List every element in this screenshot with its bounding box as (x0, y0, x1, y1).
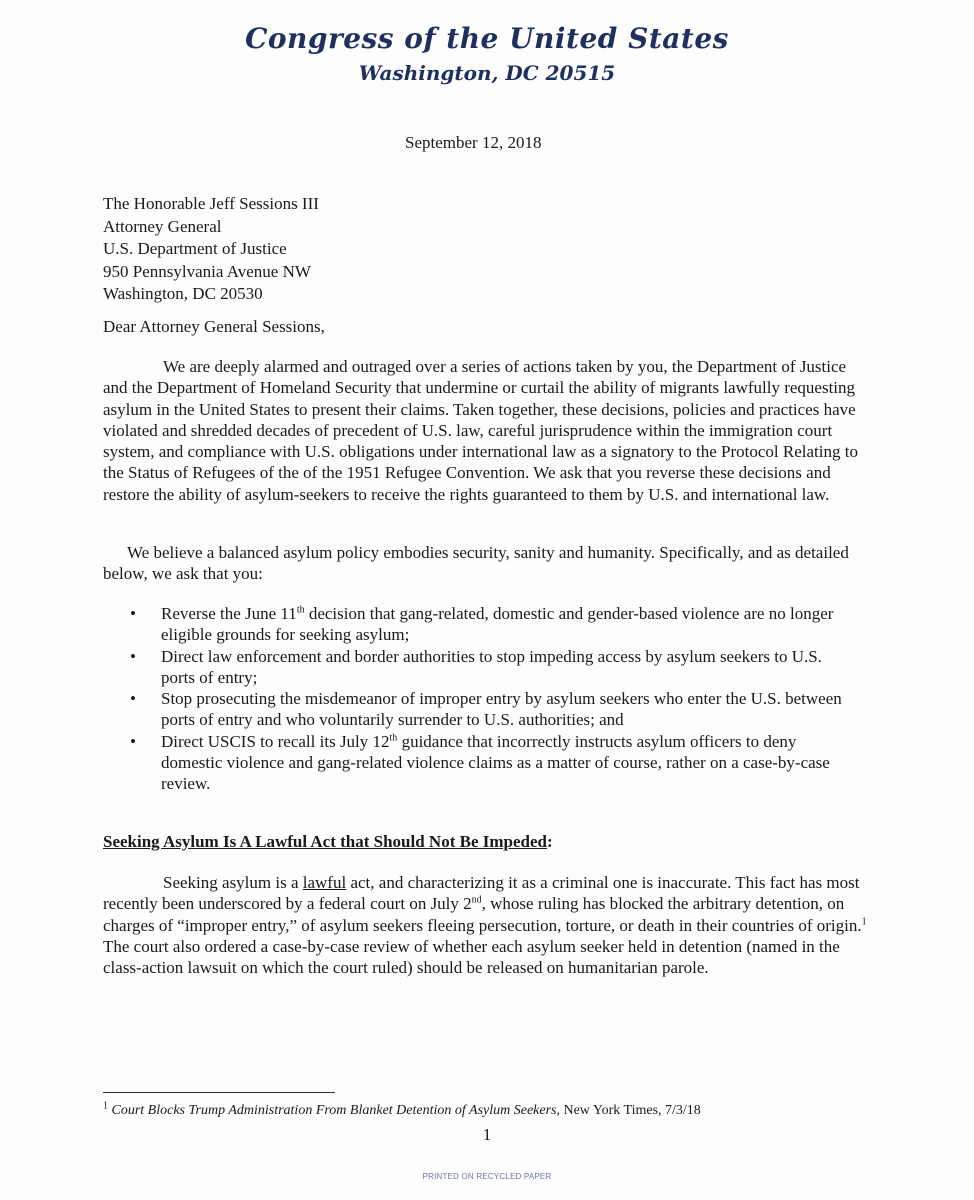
footnote-source: New York Times, 7/3/18 (559, 1103, 701, 1118)
section-heading-colon: : (546, 832, 553, 851)
address-line: U.S. Department of Justice (103, 239, 287, 258)
list-item-text: Reverse the June 11 (161, 604, 297, 623)
body-paragraph-3 (103, 872, 869, 978)
letterhead-subtitle: Washington, DC 20515 (358, 61, 616, 85)
request-list (130, 603, 850, 795)
page-number: 1 (482, 1125, 492, 1144)
letter-date: September 12, 2018 (405, 133, 542, 152)
footnote-number: 1 (103, 1100, 108, 1112)
ordinal-suffix: th (389, 732, 398, 744)
list-item-text: Direct law enforcement and border authorities to stop impeding access by asylum seekers to U.S. ports of entry; (161, 646, 822, 687)
ordinal-suffix: th (296, 604, 305, 616)
footnote-title: Court Blocks Trump Administration From Blanket Detention of Asylum Seekers, (111, 1103, 560, 1118)
list-item (130, 603, 850, 646)
paragraph-text: , whose ruling has blocked the arbitrary detention, on charges of “improper entry,” of asylum seekers fleeing persecution, torture, or death in their countries of origin. (103, 894, 862, 935)
salutation: Dear Attorney General Sessions, (103, 317, 325, 336)
list-item (130, 731, 850, 795)
ordinal-suffix: nd (471, 894, 482, 906)
letterhead (0, 22, 974, 86)
bullet-icon: • (130, 604, 136, 623)
bullet-icon: • (130, 646, 136, 666)
address-line: Attorney General (103, 216, 222, 236)
recycled-paper-label: PRINTED ON RECYCLED PAPER (422, 1172, 552, 1181)
list-item (130, 646, 850, 689)
address-line: Washington, DC 20530 (103, 284, 263, 303)
paragraph-text: The court also ordered a case-by-case review of whether each asylum seeker held in detention (named in the class-action lawsuit on which the court ruled) should be released on humanitarian parole. (103, 936, 840, 978)
list-item-text: guidance that incorrectly instructs asylum officers to deny domestic violence and gang-related violence claims as a matter of course, rather on a case-by-case review. (161, 731, 830, 794)
underlined-word: lawful (302, 873, 347, 892)
body-paragraph-1: We are deeply alarmed and outraged over a series of actions taken by you, the Department of Justice and the Department of Homeland Security that undermine or curtail the ability of migrants lawfully requesting asylum in the United States to present their claims. Taken together, these decisions, policies and practices have violated and shredded decades of precedent of U.S. law, careful jurisprudence within the immigration court system, and compliance with U.S. obligations under international law as a signatory to the Protocol Relating to the Status of Refugees of the of the 1951 Refugee Convention. We ask that you reverse these decisions and restore the ability of asylum-seekers to receive the rights guaranteed to them by U.S. and international law. (103, 357, 858, 504)
letterhead-title: Congress of the United States (245, 22, 729, 55)
address-line: 950 Pennsylvania Avenue NW (103, 261, 311, 281)
paragraph-text: Seeking asylum is a (163, 873, 303, 892)
section-heading (103, 832, 553, 852)
section-heading-text: Seeking Asylum Is A Lawful Act that Should Not Be Impeded (103, 832, 547, 851)
list-item-text: decision that gang-related, domestic and gender-based violence are no longer eligible grounds for seeking asylum; (161, 604, 834, 645)
body-paragraph-2: We believe a balanced asylum policy embodies security, sanity and humanity. Specifically, and as detailed below, we ask that you: (103, 543, 849, 584)
list-item-text: Stop prosecuting the misdemeanor of improper entry by asylum seekers who enter the U.S. between ports of entry and who voluntarily surrender to U.S. authorities; and (161, 689, 842, 730)
list-item (130, 688, 850, 731)
address-line: The Honorable Jeff Sessions III (103, 194, 319, 213)
bullet-icon: • (130, 689, 136, 709)
paragraph-text: act, and characterizing it as a criminal one is inaccurate. This fact has most recently been underscored by a federal court on July 2 (103, 873, 860, 914)
bullet-icon: • (130, 731, 136, 751)
recipient-address (103, 193, 319, 306)
footnote-divider (103, 1092, 335, 1093)
footnote (103, 1100, 701, 1119)
list-item-text: Direct USCIS to recall its July 12 (161, 731, 390, 751)
footnote-marker: 1 (861, 915, 867, 927)
